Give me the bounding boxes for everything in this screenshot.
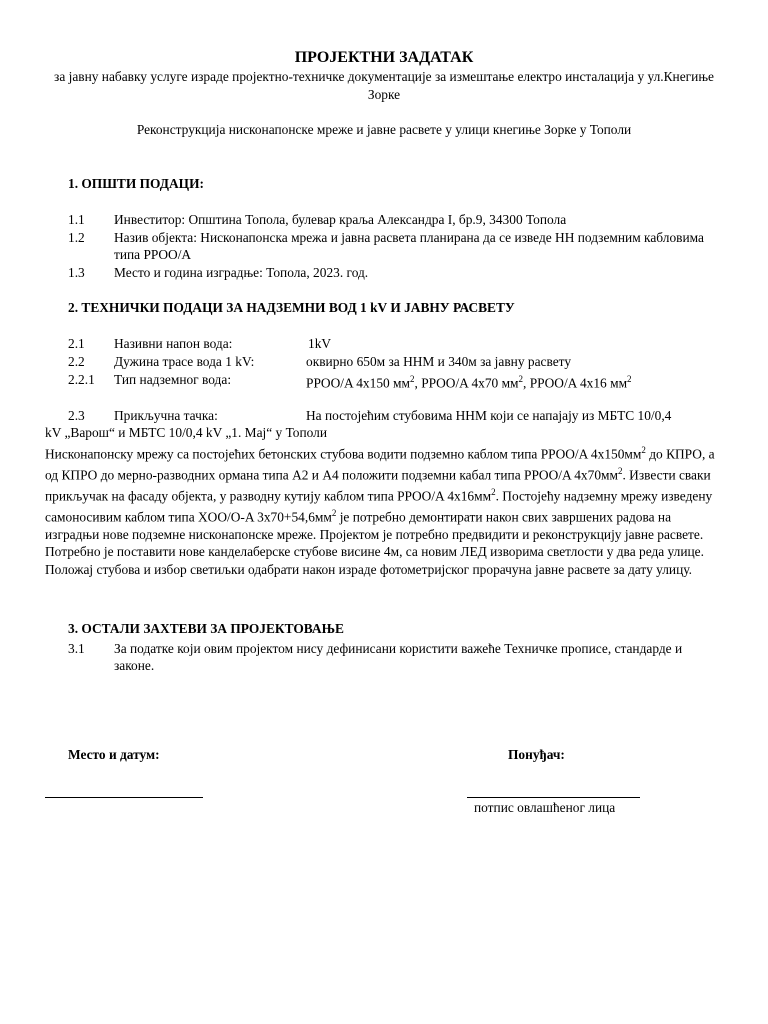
item-number: 1.1 [68,212,85,227]
place-date-line [45,797,203,798]
item-label: Тип надземног вода: [114,372,232,387]
item-number: 2.3 [68,408,85,423]
document-title: ПРОЈЕКТНИ ЗАДАТАК [294,49,474,66]
item-number: 1.3 [68,265,85,280]
item-value: оквирно 650м за ННМ и 340м за јавну расвету [306,354,572,369]
place-date-label: Место и датум: [68,747,160,762]
item-text: Инвеститор: Општина Топола, булевар краља Александра I, бр.9, 34300 Топола [114,212,567,227]
item-number: 2.1 [68,336,85,351]
item-text: Место и година изградње: Топола, 2023. год. [114,265,369,280]
item-number: 2.2 [68,354,85,369]
item-label: Дужина трасе вода 1 kV: [114,354,255,369]
item-value: 1kV [308,336,332,351]
signature-line [467,797,640,798]
description-paragraph: Нисконапонску мрежу са постојећих бетонских стубова водити подземно каблом типа PPOO/A $4x150мм^2$ до КПРО, а од КПРО до мерно-разводних ормана типа А2 и А4 положити подземни кабал типа PPOO/A $4x70мм^2$. Извести сваки прикључак на фасаду објекта, у разводну кутију каблом типа PPOO/A $4x16мм^2$. Постојећу надземну мрежу изведену самоносивим каблом типа XOO/O-A $3x70+54,6мм^2$ је потребно демонтирати након свих завршених радова на изградњи нове подземне нисконапонске мреже. Пројектом је потребно предвидити и реконструкцију јавне расвете. Потребно је поставити нове канделаберске стубове висине 4м, са новим ЛЕД изворима светлости у два реда улице. Положај стубова и избор светиљки одабрати након израде фотометријског прорачуна јавне расвете за дату улицу. [45,445,715,577]
section-3-heading: 3. ОСТАЛИ ЗАХТЕВИ ЗА ПРОЈЕКТОВАЊЕ [68,621,344,636]
signature-caption: потпис овлашћеног лица [474,800,616,815]
item-text: За податке који овим пројектом нису дефинисани користити важеће Техничке прописе, стандарде и законе. [114,641,683,673]
bidder-label: Понуђач: [508,747,565,762]
item-2-3-continuation: kV „Варош“ и МБТС 10/0,4 kV „1. Мај“ у Тополи [45,425,327,440]
item-value: На постојећим стубовима ННМ који се напајају из МБТС 10/0,4 [306,408,672,423]
item-label: Називни напон вода: [114,336,233,351]
document-subtitle: за јавну набавку услуге израде пројектно-техничке документације за измештање електро инсталација у ул.Кнегиње Зорке [54,69,714,102]
item-value: PPOO/A 4x150 $мм^2$, PPOO/A 4x70 $мм^2$, PPOO/A 4x16 $мм^2$ [306,374,632,391]
item-number: 3.1 [68,641,85,656]
item-label: Прикључна тачка: [114,408,218,423]
project-name: Реконструкција нисконапонске мреже и јавне расвете у улици кнегиње Зорке у Тополи [136,122,632,137]
item-number: 2.2.1 [68,372,95,387]
section-2-heading: 2. ТЕХНИЧКИ ПОДАЦИ ЗА НАДЗЕМНИ ВОД 1 kV И ЈАВНУ РАСВЕТУ [68,300,515,315]
section-1-heading: 1. ОПШТИ ПОДАЦИ: [68,176,204,191]
item-number: 1.2 [68,230,85,245]
item-text: Назив објекта: Нисконапонска мрежа и јавна расвета планирана да се изведе НН подземним кабловима типа PPOO/A [114,230,704,262]
